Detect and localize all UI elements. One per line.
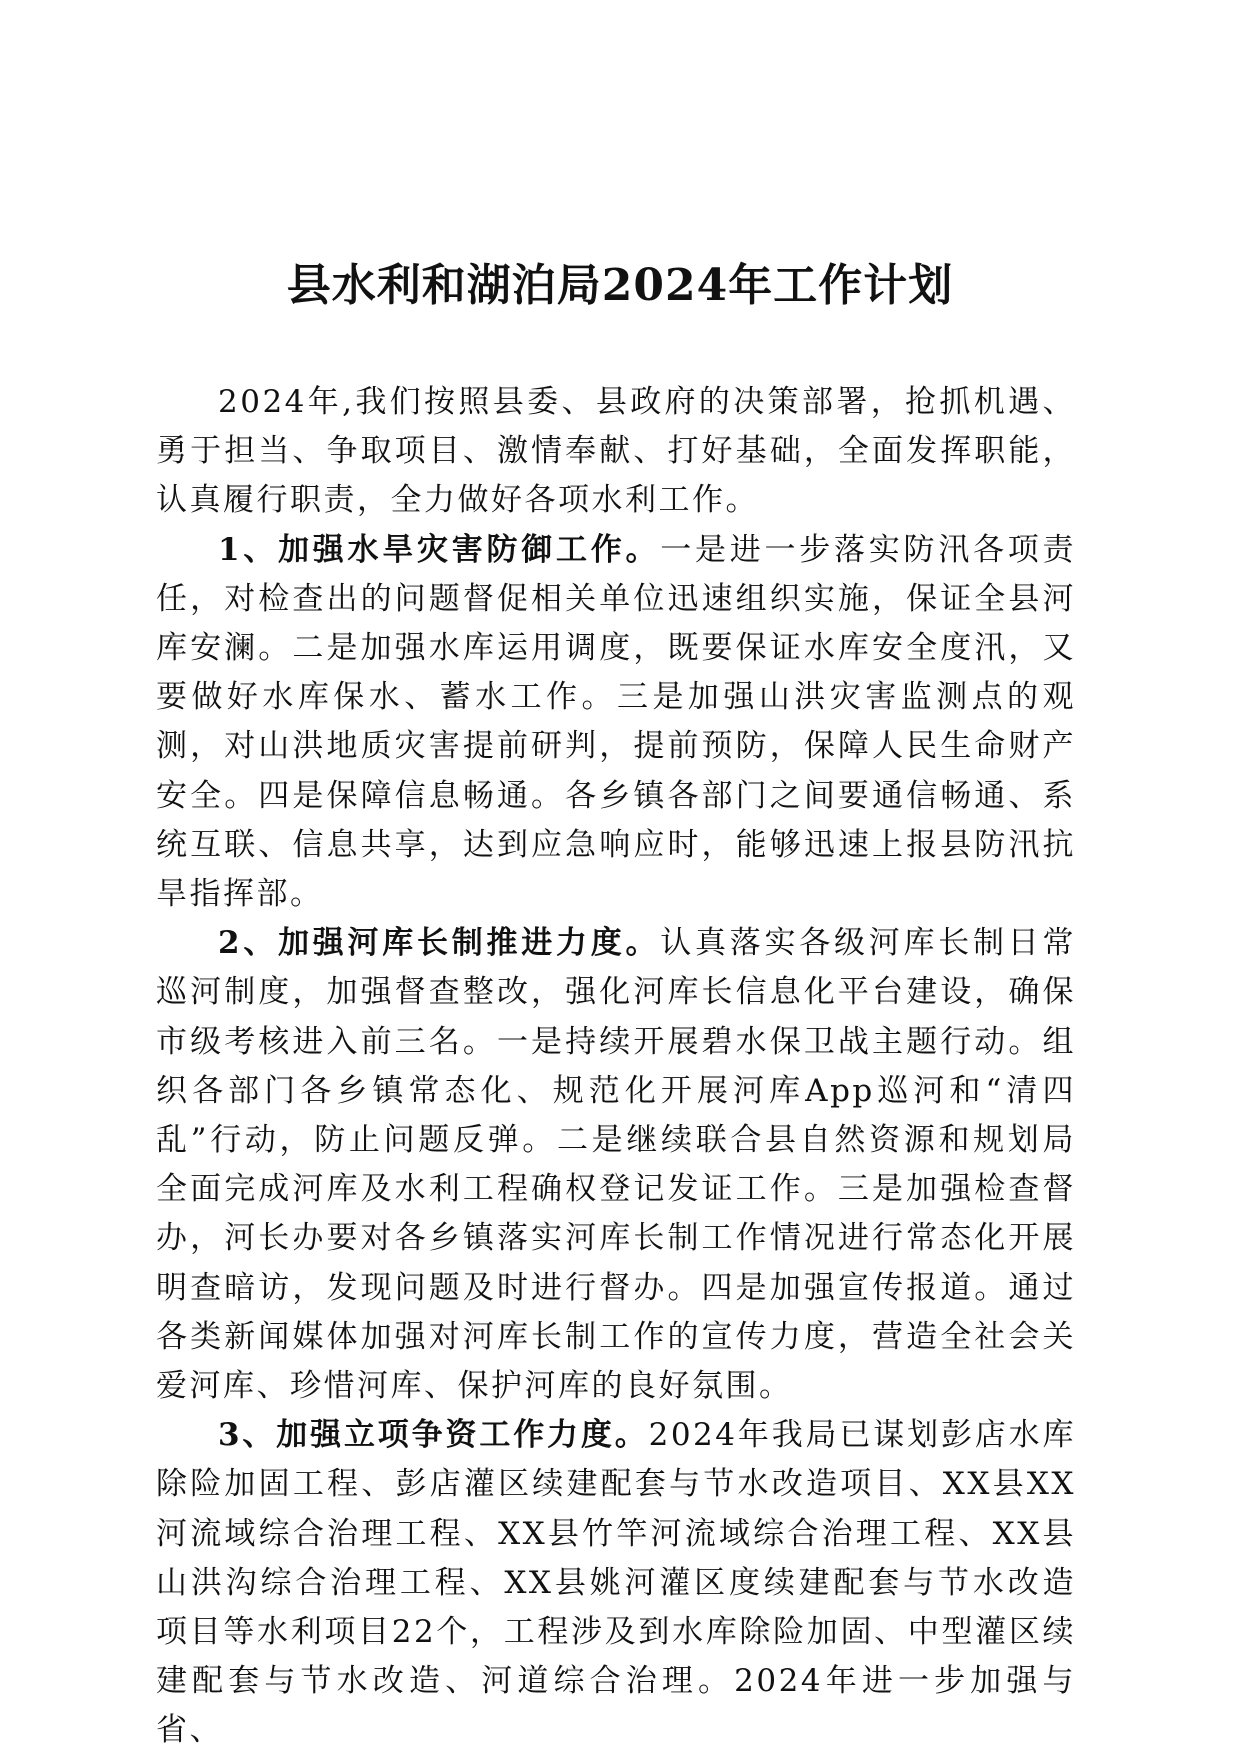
- section-2-paragraph: [156, 919, 1076, 1411]
- document-title: 县水利和湖泊局2024年工作计划: [286, 260, 954, 311]
- section-1-paragraph: [156, 526, 1076, 920]
- section-3-text: 2024年我局已谋划彭店水库除险加固工程、彭店灌区续建配套与节水改造项目、XX县XX河流域综合治理工程、XX县竹竿河流域综合治理工程、XX县山洪沟综合治理工程、XX县姚河灌区度续建配套与节水改造项目等水利项目22个，工程涉及到水库除险加固、中型灌区续建配套与节水改造、河道综合治理。2024年进一步加强与省、: [156, 1417, 1076, 1749]
- intro-paragraph: 2024年,我们按照县委、县政府的决策部署，抢抓机遇、勇于担当、争取项目、激情奉献、打好基础，全面发挥职能，认真履行职责，全力做好各项水利工作。: [156, 384, 1076, 519]
- section-3-heading: 3、加强立项争资工作力度。: [218, 1417, 649, 1454]
- section-3-paragraph: [156, 1411, 1076, 1755]
- section-2-heading: 2、加强河库长制推进力度。: [218, 925, 661, 962]
- document-body: [156, 378, 1076, 1756]
- section-2-text: 认真落实各级河库长制日常巡河制度，加强督查整改，强化河库长信息化平台建设，确保市级考核进入前三名。一是持续开展碧水保卫战主题行动。组织各部门各乡镇常态化、规范化开展河库App巡河和“清四乱”行动，防止问题反弹。二是继续联合县自然资源和规划局全面完成河库及水利工程确权登记发证工作。三是加强检查督办，河长办要对各乡镇落实河库长制工作情况进行常态化开展明查暗访，发现问题及时进行督办。四是加强宣传报道。通过各类新闻媒体加强对河库长制工作的宣传力度，营造全社会关爱河库、珍惜河库、保护河库的良好氛围。: [156, 925, 1076, 1405]
- section-1-heading: 1、加强水旱灾害防御工作。: [218, 531, 661, 568]
- section-1-text: 一是进一步落实防汛各项责任，对检查出的问题督促相关单位迅速组织实施，保证全县河库安澜。二是加强水库运用调度，既要保证水库安全度汛，又要做好水库保水、蓄水工作。三是加强山洪灾害监测点的观测，对山洪地质灾害提前研判，提前预防，保障人民生命财产安全。四是保障信息畅通。各乡镇各部门之间要通信畅通、系统互联、信息共享，达到应急响应时，能够迅速上报县防汛抗旱指挥部。: [156, 531, 1076, 913]
